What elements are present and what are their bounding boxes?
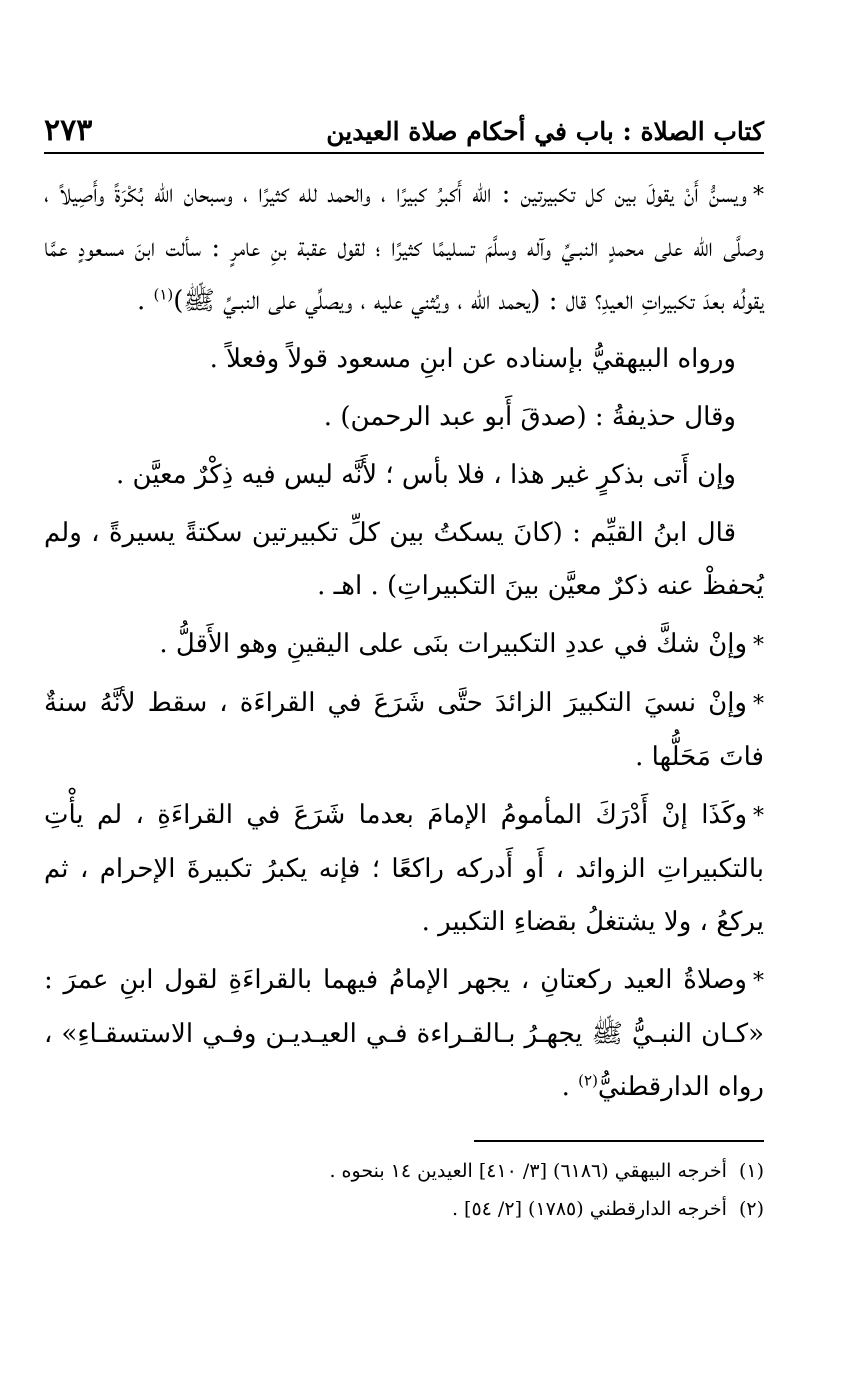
- paragraph-text: وإنْ نسيَ التكبيرَ الزائدَ حتَّى شَرَعَ في القراءَة ، سقط لأنَّهُ سنةٌ فاتَ مَحَلُّها .: [44, 688, 764, 772]
- paragraph-ibn-qayyim: [44, 507, 764, 613]
- paragraph-text: ورواه البيهقيُّ بإسناده عن ابنِ مسعود قولاً وفعلاً .: [209, 344, 736, 374]
- paragraph-other-dhikr: [44, 449, 764, 502]
- footnote-divider: [474, 1140, 764, 1142]
- footnote-1: [44, 1152, 764, 1190]
- footnote-ref-2[interactable]: (٢): [578, 1071, 598, 1090]
- paragraph-text: ويسنُّ أَنْ يقولَ بين كل تكبيرتين : الله أَكبرُ كبيرًا ، والحمد لله كثيرًا ، وسبحان الله بُكْرَةً وأَصِيلاً ، وصلَّى الله على محمدٍ النبـيِّ وآله وسلَّمَ تسليمًا كثيرًا ؛ لقول عقبة بنِ عامرٍ : سألت ابنَ مسعودٍ عمَّا يقولُه بعدَ تكبيراتِ العيدِ؟ قال : (يحمد الله ، ويُثني عليه ، ويصلِّي على النبـيِّ ﷺ): [44, 179, 764, 316]
- paragraph-text: وإنْ شكَّ في عددِ التكبيرات بنَى على اليقينِ وهو الأَقلُّ .: [159, 629, 747, 659]
- paragraph-doubt: [44, 618, 764, 672]
- running-title: كتاب الصلاة : باب في أحكام صلاة العيدين: [326, 117, 764, 146]
- paragraph-text: وصلاةُ العيد ركعتانِ ، يجهر الإمامُ فيهما بالقراءَةِ لقول ابنِ عمرَ : «كـان النبـيُّ ﷺ يجهـرُ بـالقـراءة فـي العيـديـن وفـي الاستسقـاءِ» ، رواه الدارقطنيُّ: [44, 965, 764, 1102]
- footnote-number: (٢): [738, 1198, 764, 1220]
- star-marker: *: [753, 804, 764, 829]
- main-text: [44, 168, 764, 1114]
- paragraph-latecomer: [44, 789, 764, 949]
- paragraph-bayhaqi: [44, 333, 764, 386]
- paragraph-text: وكَذَا إنْ أَدْرَكَ المأمومُ الإمامَ بعدما شَرَعَ في القراءَةِ ، لم يأْتِ بالتكبيراتِ الزوائد ، أَو أَدركه راكعًا ؛ فإنه يكبرُ تكبيرةَ الإحرام ، ثم يركعُ ، ولا يشتغلُ بقضاءِ التكبير .: [44, 800, 764, 937]
- paragraph-hudhayfa: [44, 391, 764, 444]
- paragraph-tail: .: [136, 286, 154, 316]
- star-marker: *: [753, 969, 764, 994]
- footnote-ref-1[interactable]: (١): [153, 285, 174, 304]
- footnote-text: أخرجه الدارقطني (١٧٨٥) [٢/ ٥٤] .: [451, 1198, 727, 1220]
- paragraph-forgot: [44, 677, 764, 784]
- star-marker: *: [753, 692, 764, 717]
- paragraph-text: قال ابنُ القيِّم : (كانَ يسكتُ بين كلِّ تكبيرتين سكتةً يسيرةً ، ولم يُحفظْ عنه ذكرٌ معيَّن بينَ التكبيراتِ) . اهـ .: [44, 518, 764, 601]
- star-marker: *: [753, 183, 764, 208]
- book-page: [44, 100, 764, 1228]
- page-header: [44, 100, 764, 154]
- footnote-text: أخرجه البيهقي (٦١٨٦) [٣/ ٤١٠] العيدين ١٤ بنحوه .: [329, 1160, 727, 1182]
- footnote-2: [44, 1190, 764, 1228]
- paragraph-text: وإن أَتى بذكرٍ غير هذا ، فلا بأس ؛ لأَنَّه ليس فيه ذِكْرٌ معيَّن .: [116, 460, 736, 490]
- paragraph-text: وقال حذيفةُ : (صدقَ أَبو عبد الرحمن) .: [323, 402, 736, 432]
- footnote-number: (١): [738, 1160, 764, 1182]
- footnotes: [44, 1140, 764, 1228]
- paragraph-two-rakaat: [44, 954, 764, 1114]
- paragraph-tail: .: [561, 1072, 579, 1102]
- paragraph-takbir-dhikr: [44, 168, 764, 328]
- star-marker: *: [753, 633, 764, 658]
- page-number: ٢٧٣: [44, 113, 93, 148]
